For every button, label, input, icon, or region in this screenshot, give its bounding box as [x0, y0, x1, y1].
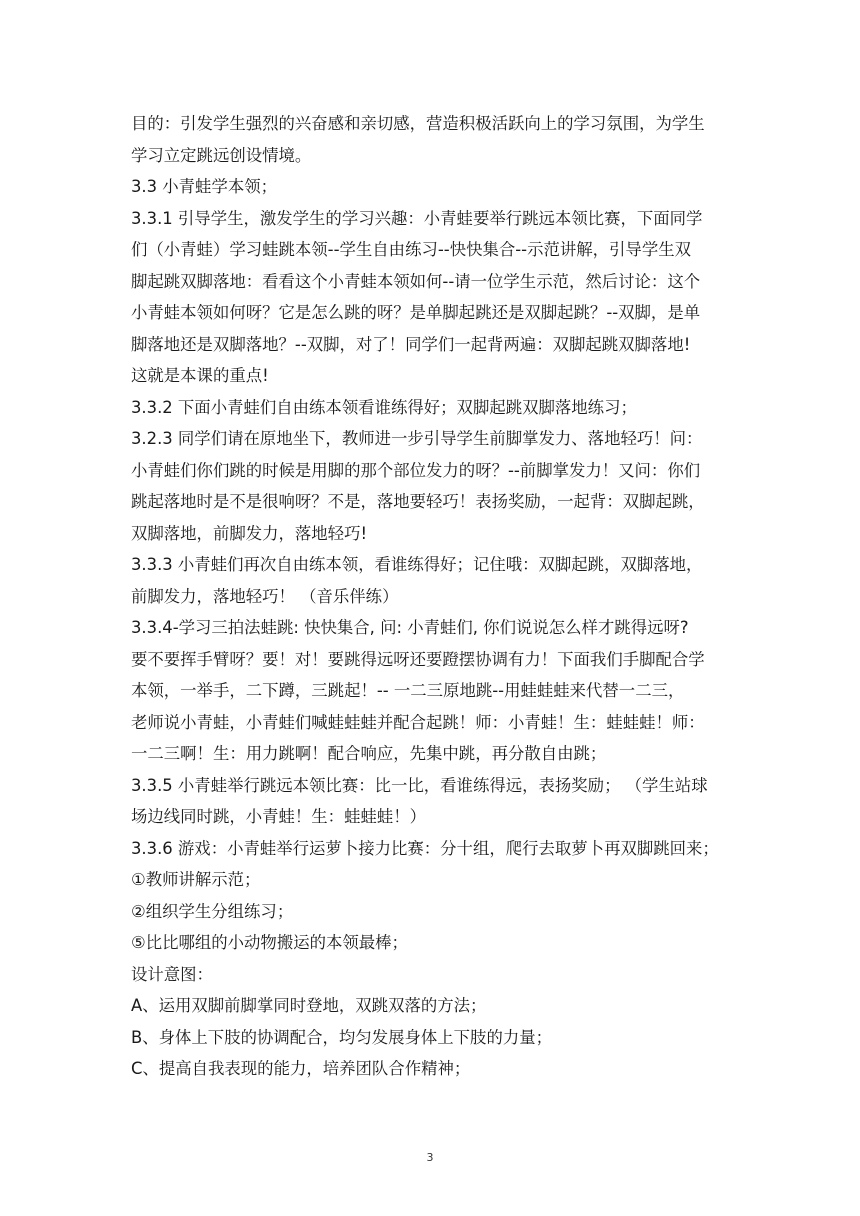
- text-line: 脚起跳双脚落地：看看这个小青蛙本领如何--请一位学生示范，然后讨论：这个: [131, 271, 701, 291]
- text-line: 设计意图：: [131, 964, 213, 984]
- page-number: 3: [426, 1151, 434, 1164]
- text-line: 3.3.6 游戏：小青蛙举行运萝卜接力比赛：分十组，爬行去取萝卜再双脚跳回来；: [131, 838, 719, 858]
- section-heading: 3.3 小青蛙学本领；: [131, 177, 278, 196]
- text-line: 场边线同时跳，小青蛙！生：蛙蛙蛙！）: [131, 807, 427, 826]
- text-line: 老师说小青蛙，小青蛙们喊蛙蛙蛙并配合起跳！师：小青蛙！生：蛙蛙蛙！师：: [131, 712, 705, 732]
- text-line: 本领，一举手，二下蹲，三跳起！-- 一二三原地跳--用蛙蛙蛙来代替一二三，: [131, 681, 685, 700]
- text-line: 这就是本课的重点!: [131, 366, 269, 385]
- text-line: 们（小青蛙）学习蛙跳本领--学生自由练习--快快集合--示范讲解，引导学生双: [131, 240, 691, 259]
- text-line: 小青蛙们你们跳的时候是用脚的那个部位发力的呀？--前脚掌发力！又问：你们: [131, 460, 701, 480]
- text-line: 3.3.3 小青蛙们再次自由练本领，看谁练得好；记住哦：双脚起跳，双脚落地，: [131, 555, 703, 574]
- list-item: B、身体上下肢的协调配合，均匀发展身体上下肢的力量；: [131, 1027, 553, 1047]
- text-line: 小青蛙本领如何呀？它是怎么跳的呀？是单脚起跳还是双脚起跳？--双脚，是单: [131, 303, 701, 322]
- text-line: 双脚落地，前脚发力，落地轻巧!: [131, 523, 368, 543]
- text-line: 3.3.5 小青蛙举行跳远本领比赛：比一比，看谁练得远，表扬奖励； （学生站球: [131, 775, 708, 795]
- list-item: ①教师讲解示范；: [131, 870, 261, 889]
- text-line: 3.3.4-学习三拍法蛙跳: 快快集合, 问: 小青蛙们, 你们说说怎么样才跳得远呀?: [131, 618, 689, 637]
- list-item: C、提高自我表现的能力，培养团队合作精神；: [131, 1059, 471, 1078]
- list-item: A、运用双脚前脚掌同时登地，双跳双落的方法；: [131, 996, 487, 1015]
- list-item: ②组织学生分组练习；: [131, 901, 294, 921]
- text-line: 3.2.3 同学们请在原地坐下，教师进一步引导学生前脚掌发力、落地轻巧！问：: [131, 429, 703, 448]
- text-line: 脚落地还是双脚落地？--双脚，对了！同学们一起背两遍：双脚起跳双脚落地!: [131, 334, 691, 354]
- list-item: ⑤比比哪组的小动物搬运的本领最棒；: [131, 933, 408, 952]
- document-body: [131, 108, 736, 1085]
- text-line: 一二三啊！生：用力跳啊！配合响应，先集中跳，再分散自由跳；: [131, 744, 607, 763]
- text-line: 3.3.1 引导学生，激发学生的学习兴趣：小青蛙要举行跳远本领比赛，下面同学: [131, 208, 703, 228]
- text-line: 要不要挥手臂呀？要！对！要跳得远呀还要蹬摆协调有力！下面我们手脚配合学: [131, 649, 705, 669]
- text-line: 目的：引发学生强烈的兴奋感和亲切感，营造积极活跃向上的学习氛围，为学生: [131, 114, 705, 133]
- text-line: 前脚发力，落地轻巧！ （音乐伴练）: [131, 586, 399, 606]
- text-line: 学习立定跳远创设情境。: [131, 145, 312, 165]
- text-line: 跳起落地时是不是很响呀？不是，落地要轻巧！表扬奖励，一起背：双脚起跳，: [131, 492, 705, 511]
- text-line: 3.3.2 下面小青蛙们自由练本领看谁练得好；双脚起跳双脚落地练习；: [131, 397, 637, 417]
